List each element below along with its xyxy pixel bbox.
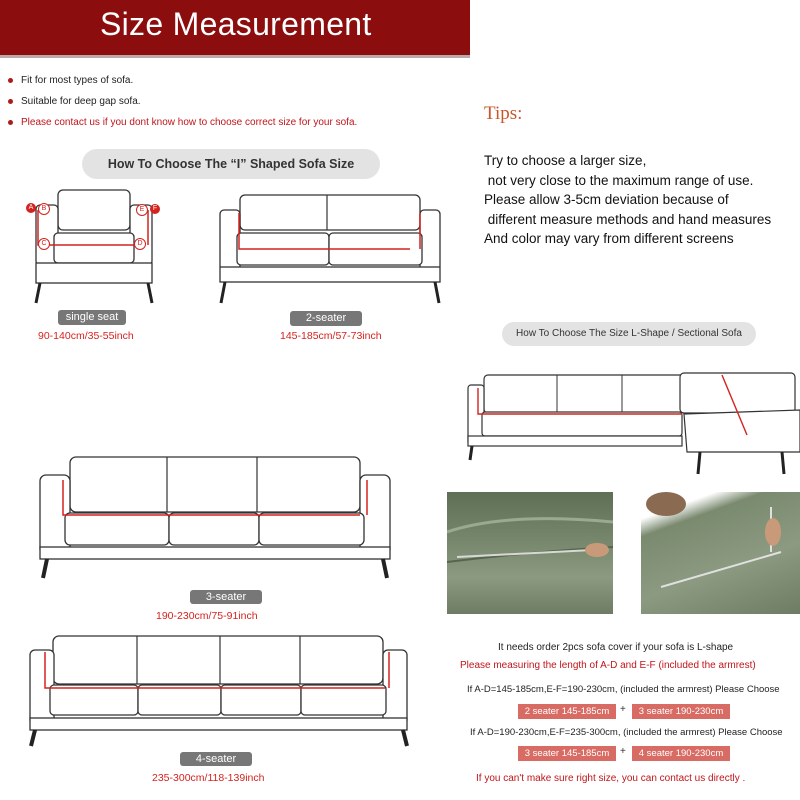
list-item: Please contact us if you dont know how to choose correct size for your sofa. — [8, 112, 357, 133]
measure-photo-left — [447, 492, 613, 614]
three-seater-label: 3-seater — [190, 590, 262, 604]
list-item: Fit for most types of sofa. — [8, 70, 357, 91]
marker-b: B — [38, 203, 50, 215]
lshape-note-5: If you can't make sure right size, you can contact us directly . — [476, 773, 746, 784]
single-seat-label: single seat — [58, 310, 126, 325]
chip-3-seater: 3 seater 190-230cm — [632, 704, 730, 719]
tips-title: Tips: — [484, 103, 523, 124]
l-shape-sofa-illustration — [462, 370, 800, 480]
chip-3-seater-alt: 3 seater 145-185cm — [518, 746, 616, 761]
i-shaped-heading: How To Choose The “I” Shaped Sofa Size — [82, 149, 380, 179]
four-seater-size: 235-300cm/118-139inch — [152, 772, 265, 784]
chip-4-seater: 4 seater 190-230cm — [632, 746, 730, 761]
two-seater-sofa-illustration — [215, 185, 445, 305]
list-item: Suitable for deep gap sofa. — [8, 91, 357, 112]
title-banner — [0, 0, 470, 58]
bullet-icon — [8, 120, 13, 125]
lshape-note-1: It needs order 2pcs sofa cover if your sofa is L-shape — [498, 642, 734, 653]
feature-list — [8, 70, 357, 133]
bullet-icon — [8, 78, 13, 83]
bullet-icon — [8, 99, 13, 104]
marker-e: E — [136, 204, 148, 216]
photo-left-overlay — [447, 492, 613, 614]
marker-d: D — [134, 238, 146, 250]
lshape-note-3: If A-D=145-185cm,E-F=190-230cm, (included the armrest) Please Choose — [467, 684, 780, 695]
tips-body: Try to choose a larger size, not very close to the maximum range of use. Please allow 3-5cm deviation because of different measure methods and hand measures And color may vary from different screens — [484, 153, 772, 246]
page-title: Size Measurement — [100, 6, 372, 42]
four-seater-label: 4-seater — [180, 752, 252, 766]
lshape-note-4: If A-D=190-230cm,E-F=235-300cm, (included the armrest) Please Choose — [470, 727, 783, 738]
l-shaped-heading: How To Choose The Size L-Shape / Sectional Sofa — [502, 322, 756, 346]
marker-c: C — [38, 238, 50, 250]
four-seater-sofa-illustration — [25, 630, 415, 748]
plus-sign: + — [620, 704, 626, 715]
three-seater-size: 190-230cm/75-91inch — [156, 610, 258, 622]
marker-a: A — [26, 203, 36, 213]
marker-f: F — [150, 204, 160, 214]
single-seat-size: 90-140cm/35-55inch — [38, 330, 134, 342]
photo-right-overlay — [641, 492, 800, 614]
two-seater-label: 2-seater — [290, 311, 362, 326]
three-seater-sofa-illustration — [35, 455, 395, 580]
plus-sign: + — [620, 746, 626, 757]
chip-2-seater: 2 seater 145-185cm — [518, 704, 616, 719]
lshape-note-2: Please measuring the length of A-D and E-F (included the armrest) — [460, 660, 756, 671]
two-seater-size: 145-185cm/57-73inch — [280, 330, 382, 342]
measure-photo-right — [641, 492, 800, 614]
